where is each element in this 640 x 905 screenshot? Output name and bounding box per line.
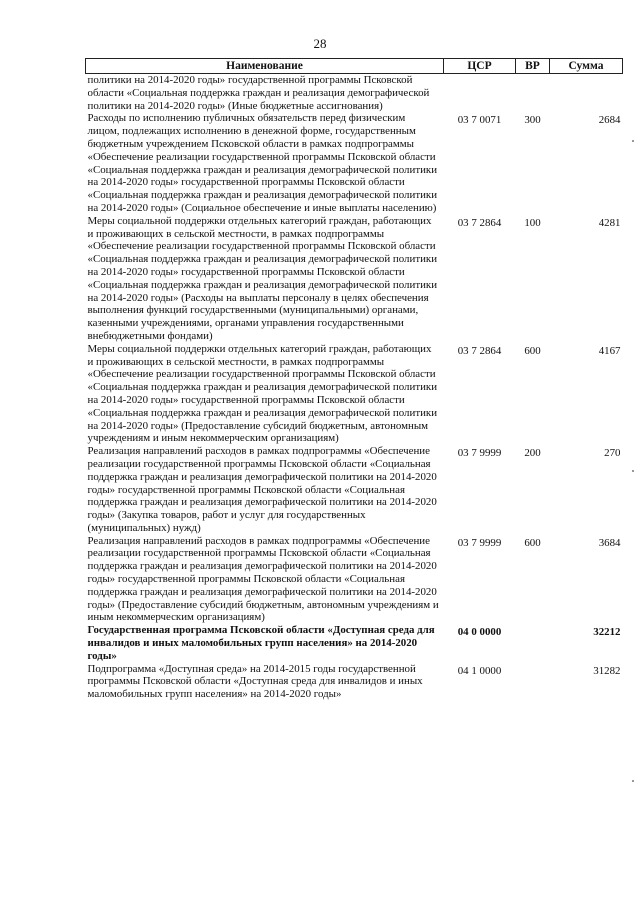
header-csr: ЦСР <box>444 59 516 74</box>
row-csr: 04 0 0000 <box>457 626 502 639</box>
row-csr: 04 1 0000 <box>457 664 502 677</box>
table-row <box>86 343 623 445</box>
row-csr: 03 7 9999 <box>457 447 502 460</box>
table-row <box>86 535 623 625</box>
table-row <box>86 74 623 113</box>
row-sum: 2684 <box>598 114 621 127</box>
row-name: Подпрограмма «Доступная среда» на 2014-2015 годы государственной программы Псковской области «Доступная среда для инвалидов и иных маломобильных групп населения» на 2014-2020 годы» <box>87 662 423 701</box>
row-sum: 31282 <box>593 664 621 677</box>
row-name: Меры социальной поддержки отдельных категорий граждан, работающих и проживающих в сельской местности, в рамках подпрограммы «Обеспечение реализации государственной программы Псковской области «Социальная поддержка граждан и реализация демографической политики на 2014-2020 годы» государственной программы Псковской области «Социальная поддержка граждан и реализация демографической политики на 2014-2020 годы» (Расходы на выплаты персоналу в целях обеспечения выполнения функций государственными (муниципальными) органами, казенными учреждениями, органами управления государственными внебюджетными фондами) <box>87 214 438 342</box>
row-sum: 32212 <box>593 626 621 639</box>
table-header-row <box>86 59 623 74</box>
row-sum <box>550 74 623 113</box>
row-sum: 4281 <box>598 216 621 229</box>
row-csr <box>444 74 516 113</box>
table-row <box>86 663 623 701</box>
table-row <box>86 624 623 662</box>
row-name: политики на 2014-2020 годы» государственной программы Псковской области «Социальная поддержка граждан и реализация демографической политики на 2014-2020 годы» (Иные бюджетные ассигнования) <box>87 74 430 112</box>
row-vr <box>516 74 550 113</box>
row-name: Реализация направлений расходов в рамках подпрограммы «Обеспечение реализации государственной программы Псковской области «Социальная поддержка граждан и реализация демографической политики на 2014-2020 годы» государственной программы Псковской области «Социальная поддержка граждан и реализация демографической политики на 2014-2020 годы» (Предоставление субсидий бюджетным, автономным учреждениям и иным некоммерческим организациям) <box>87 534 439 624</box>
row-name: Реализация направлений расходов в рамках подпрограммы «Обеспечение реализации государственной программы Псковской области «Социальная поддержка граждан и реализация демографической политики на 2014-2020 годы» государственной программы Псковской области «Социальная поддержка граждан и реализация демографической политики на 2014-2020 годы» (Закупка товаров, работ и услуг для государственных (муниципальных) нужд) <box>87 445 437 534</box>
budget-table <box>85 58 623 701</box>
header-sum: Сумма <box>550 59 623 74</box>
header-name: Наименование <box>86 59 444 74</box>
row-vr: 200 <box>524 447 541 460</box>
row-vr: 600 <box>524 536 541 549</box>
row-vr <box>516 663 550 701</box>
row-vr: 100 <box>524 216 541 229</box>
page-number: 28 <box>313 36 327 51</box>
scan-speck <box>632 470 634 472</box>
row-sum: 270 <box>604 447 621 460</box>
row-csr: 03 7 9999 <box>457 536 502 549</box>
table-row <box>86 445 623 535</box>
row-csr: 03 7 2864 <box>457 344 502 357</box>
row-sum: 4167 <box>598 344 621 357</box>
table-row <box>86 112 623 214</box>
row-vr: 600 <box>524 344 541 357</box>
row-name: Меры социальной поддержки отдельных категорий граждан, работающих и проживающих в сельской местности, в рамках подпрограммы «Обеспечение реализации государственной программы Псковской области «Социальная поддержка граждан и реализация демографической политики на 2014-2020 годы» государственной программы Псковской области «Социальная поддержка граждан и реализация демографической политики на 2014-2020 годы» (Предоставление субсидий бюджетным, автономным учреждениям и иным некоммерческим организациям) <box>87 342 438 445</box>
row-name: Расходы по исполнению публичных обязательств перед физическим лицом, подлежащих исполнению в денежной форме, государственным бюджетным учреждением Псковской области в рамках подпрограммы «Обеспечение реализации государственной программы Псковской области «Социальная поддержка граждан и реализация демографической политики на 2014-2020 годы» государственной программы Псковской области «Социальная поддержка граждан и реализация демографической политики на 2014-2020 годы» (Социальное обеспечение и иные выплаты населению) <box>87 112 438 214</box>
table-row <box>86 215 623 343</box>
row-vr <box>516 624 550 662</box>
row-vr: 300 <box>524 114 541 127</box>
row-csr: 03 7 0071 <box>457 114 502 127</box>
header-vr: ВР <box>516 59 550 74</box>
row-name: Государственная программа Псковской области «Доступная среда для инвалидов и иных маломобильных групп населения» на 2014-2020 годы» <box>87 624 435 662</box>
row-sum: 3684 <box>598 536 621 549</box>
scan-speck <box>632 780 634 782</box>
scan-speck <box>632 140 634 142</box>
row-csr: 03 7 2864 <box>457 216 502 229</box>
